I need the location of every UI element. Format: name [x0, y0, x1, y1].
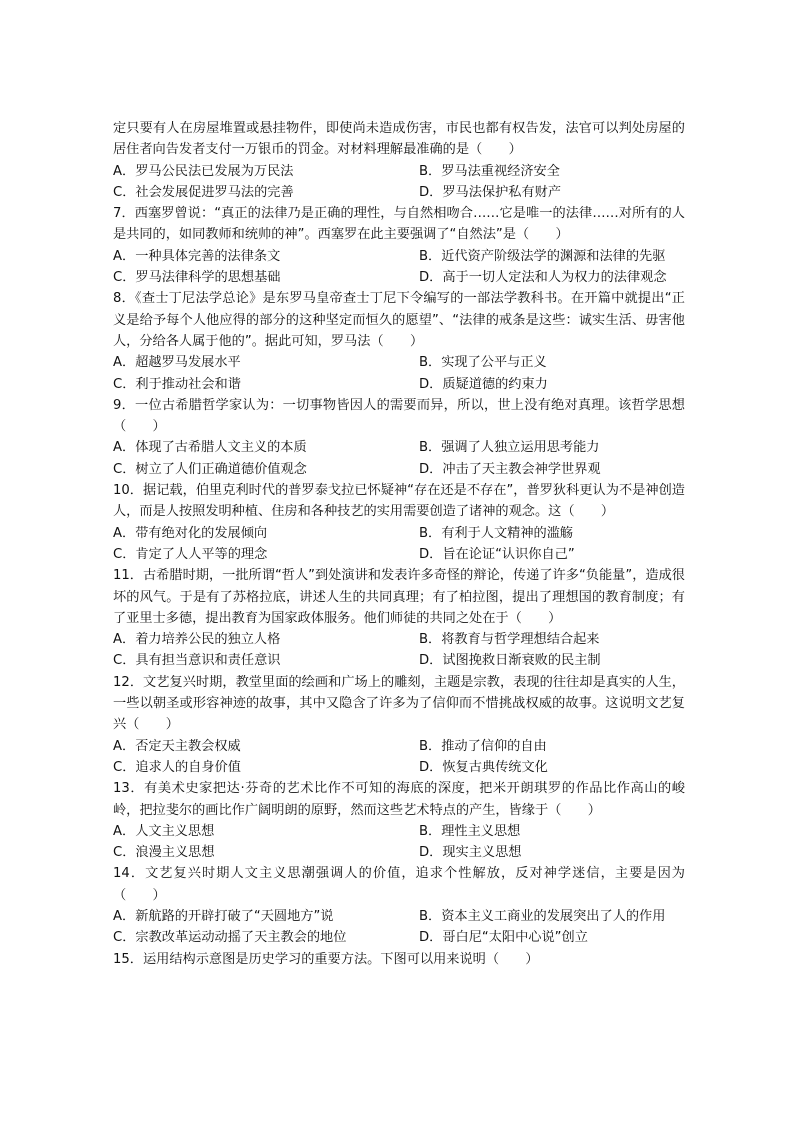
answer-option: B．推动了信仰的自由 — [419, 738, 547, 754]
answer-option: C．宗教改革运动动摇了天主教会的地位 — [113, 930, 347, 946]
answer-option: C．罗马法律科学的思想基础 — [113, 270, 281, 286]
answer-option: D．冲击了天主教会神学世界观 — [419, 461, 601, 477]
answer-option: B．资本主义工商业的发展突出了人的作用 — [419, 908, 666, 924]
question-stem: 15．运用结构示意图是历史学习的重要方法。下图可以用来说明（ ） — [113, 951, 539, 967]
answer-option: C．追求人的自身价值 — [113, 759, 241, 775]
question-stem: 9．一位古希腊哲学家认为：一切事物皆因人的需要而异，所以，世上没有绝对真理。该哲学思想（ ） — [113, 397, 685, 435]
question-block — [113, 118, 685, 203]
question-block — [113, 288, 685, 394]
option-grid — [113, 246, 685, 289]
exam-page — [113, 118, 685, 970]
answer-option: A．人文主义思想 — [113, 823, 215, 839]
answer-option: B．将教育与哲学理想结合起来 — [419, 632, 600, 648]
question-block — [113, 949, 685, 970]
answer-option: C．浪漫主义思想 — [113, 845, 215, 861]
answer-option: B．实现了公平与正义 — [419, 355, 547, 371]
answer-option: C．肯定了人人平等的理念 — [113, 546, 268, 562]
question-block — [113, 480, 685, 565]
answer-option: B．有利于人文精神的滥觞 — [419, 525, 574, 541]
answer-option: C．社会发展促进罗马法的完善 — [113, 184, 294, 200]
question-stem: 7．西塞罗曾说：“真正的法律乃是正确的理性，与自然相吻合……它是唯一的法律……对所有的人是共同的，如同教师和统帅的神”。西塞罗在此主要强调了“自然法”是（ ） — [113, 206, 685, 243]
answer-option: A．否定天主教会权威 — [113, 738, 241, 754]
question-block — [113, 203, 685, 288]
answer-option: A．体现了古希腊人文主义的本质 — [113, 440, 307, 456]
question-stem: 11．古希腊时期，一批所谓“哲人”到处演讲和发表许多奇怪的辩论，传递了许多“负能量”，造成很坏的风气。于是有了苏格拉底，讲述人生的共同真理；有了柏拉图，提出了理想国的教育制度；有了亚里士多德，提出教育为国家政体服务。他们师徒的共同之处在于（ ） — [113, 568, 685, 626]
answer-option: D．现实主义思想 — [419, 845, 522, 861]
question-stem: 8．《查士丁尼法学总论》是东罗马皇帝查士丁尼下令编写的一部法学教科书。在开篇中就提出“正义是给予每个人他应得的部分的这种坚定而恒久的愿望”、“法律的戒条是这些：诚实生活、毋害他人，分给各人属于他的”。据此可知，罗马法（ ） — [113, 291, 685, 349]
question-stem: 13．有美术史家把达·芬奇的艺术比作不可知的海底的深度，把米开朗琪罗的作品比作高山的峻岭，把拉斐尔的画比作广阔明朗的原野，然而这些艺术特点的产生，皆缘于（ ） — [113, 781, 685, 818]
answer-option: D．旨在论证“认识你自己” — [419, 546, 575, 562]
option-grid — [113, 821, 685, 864]
answer-option: D．哥白尼“太阳中心说”创立 — [419, 930, 588, 946]
answer-option: C．利于推动社会和谐 — [113, 376, 241, 392]
answer-option: B．罗马法重视经济安全 — [419, 163, 560, 179]
question-block — [113, 395, 685, 480]
answer-option: D．罗马法保护私有财产 — [419, 184, 562, 200]
answer-option: C．树立了人们正确道德价值观念 — [113, 461, 307, 477]
option-grid — [113, 736, 685, 779]
option-grid — [113, 161, 685, 204]
question-block — [113, 863, 685, 948]
answer-option: C．具有担当意识和责任意识 — [113, 653, 281, 669]
question-stem: 定只要有人在房屋堆置或悬挂物件，即使尚未造成伤害，市民也都有权告发，法官可以判处房屋的居住者向告发者支付一万银币的罚金。对材料理解最准确的是（ ） — [113, 121, 685, 158]
option-grid — [113, 352, 685, 395]
answer-option: D．试图挽救日渐衰败的民主制 — [419, 653, 601, 669]
option-grid — [113, 629, 685, 672]
answer-option: B．强调了人独立运用思考能力 — [419, 440, 600, 456]
question-stem: 12．文艺复兴时期，教堂里面的绘画和广场上的雕刻，主题是宗教，表现的往往却是真实的人生，一些以朝圣或形容神迹的故事，其中又隐含了许多为了信仰而不惜挑战权威的故事。这说明文艺复兴（ ） — [113, 674, 685, 733]
answer-option: A．罗马公民法已发展为万民法 — [113, 163, 294, 179]
answer-option: D．恢复古典传统文化 — [419, 759, 548, 775]
option-grid — [113, 906, 685, 949]
answer-option: D．高于一切人定法和人为权力的法律观念 — [419, 270, 667, 286]
question-block — [113, 565, 685, 671]
answer-option: D．质疑道德的约束力 — [419, 376, 548, 392]
question-stem: 14．文艺复兴时期人文主义思潮强调人的价值，追求个性解放，反对神学迷信，主要是因为（ ） — [113, 866, 685, 903]
answer-option: A．着力培养公民的独立人格 — [113, 632, 281, 648]
question-block — [113, 778, 685, 863]
answer-option: A．新航路的开辟打破了“天圆地方”说 — [113, 908, 334, 924]
answer-option: A．超越罗马发展水平 — [113, 355, 241, 371]
option-grid — [113, 437, 685, 480]
answer-option: A．带有绝对化的发展倾向 — [113, 525, 268, 541]
question-stem: 10．据记载，伯里克利时代的普罗泰戈拉已怀疑神“存在还是不存在”，普罗狄科更认为不是神创造人，而是人按照发明种植、住房和各种技艺的实用需要创造了诸神的观念。这（ ） — [113, 483, 685, 520]
question-block — [113, 672, 685, 778]
answer-option: A．一种具体完善的法律条文 — [113, 248, 281, 264]
answer-option: B．理性主义思想 — [419, 823, 521, 839]
answer-option: B．近代资产阶级法学的渊源和法律的先驱 — [419, 248, 666, 264]
option-grid — [113, 523, 685, 566]
